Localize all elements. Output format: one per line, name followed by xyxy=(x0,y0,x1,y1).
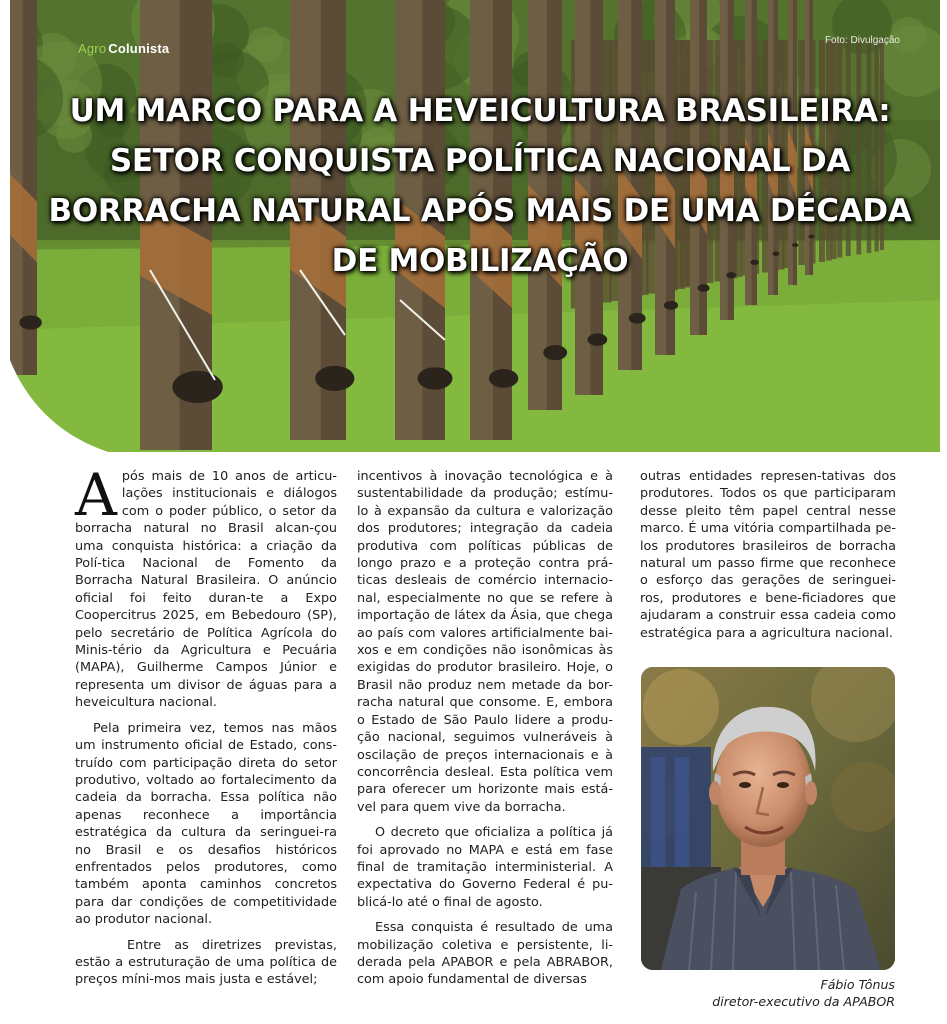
portrait-caption xyxy=(712,976,895,1010)
article-column-1 xyxy=(75,461,337,989)
headline: UM MARCO PARA A HEVEICULTURA BRASILEIRA: SETOR CONQUISTA POLÍTICA NACIONAL DA BORRACHA NATURAL APÓS MAIS DE UMA DÉCADA DE MOBILIZAÇÃO xyxy=(48,93,912,279)
article-column-3 xyxy=(640,468,896,642)
author-portrait xyxy=(641,667,895,970)
author-role: diretor-executivo da APABOR xyxy=(712,994,895,1009)
author-portrait-illustration xyxy=(641,667,895,970)
author-name: Fábio Tônus xyxy=(820,977,895,992)
paragraph-7: outras entidades represen-tativas dos produtores. Todos os que participaram desse pleito têm papel central nesse marco. É uma vitória compartilhada pe-los produtores brasileiros de borracha natural um passo firme que reconhece o esforço das gerações de seringuei-ros, produtores e bene-ficiadores que ajudaram a construir essa cadeia como estratégica para a agricultura nacional. xyxy=(640,469,896,641)
paragraph-2: Pela primeira vez, temos nas mãos um instrumento oficial de Estado, cons-truído com participação direta do setor produtivo, voltado ao fortalecimento da cadeia da borracha. Essa política não apenas reconhece a importância estratégica da cultura da seringuei-ra no Brasil e os desafios históricos enfrentados pelos produtores, como também aponta caminhos concretos para dar condições de competitividade ao produtor nacional. xyxy=(75,720,337,928)
drop-cap: A xyxy=(75,461,117,529)
photo-credit: Foto: Divulgação xyxy=(824,35,900,46)
paragraph-5: O decreto que oficializa a política já foi aprovado no MAPA e está em fase final de tramitação interministerial. A expectativa do Governo Federal é pu-blicá-lo até o final de agosto. xyxy=(357,825,613,910)
section-tag xyxy=(78,41,169,56)
article-column-2 xyxy=(357,468,613,989)
section-label: Colunista xyxy=(108,41,170,56)
section-prefix: Agro xyxy=(78,41,107,56)
paragraph-1-text: pós mais de 10 anos de articu-lações institucionais e diálogos com o poder público, o setor da borracha natural no Brasil alcan-çou uma conquista histórica: a criação da Polí-tica Nacional de Fomento da Borracha Natural Brasileira. O anúncio oficial foi feito duran-te a Expo Coopercitrus 2025, em Bebedouro (SP), pelo secretário de Política Agrícola do Minis-tério da Agricultura e Pecuária (MAPA), Guilherme Campos Júnior e representa um divisor de águas para a heveicultura nacional. xyxy=(75,469,337,711)
paragraph-4: incentivos à inovação tecnológica e à sustentabilidade da produção; estímu-lo à expansão da cultura e valorização dos produtores; integração da cadeia produtiva com políticas públicas de longo prazo e a proteção contra prá-ticas desleais de comércio internacio-nal, especialmente no que se refere à importação de látex da Ásia, que chega ao país com valores artificialmente bai-xos e em condições não isonômicas às exigidas do produtor brasileiro. Hoje, o Brasil não produz nem metade da bor-racha natural que consome. E, embora o Estado de São Paulo lidere a produ-ção nacional, seguimos vulneráveis à oscilação de preços internacionais e à concorrência desleal. Esta política vem para oferecer um horizonte mais está-vel para quem vive da borracha. xyxy=(357,469,613,815)
hero-photo xyxy=(0,0,947,458)
paragraph-3: Entre as diretrizes previstas, estão a estruturação de uma política de preços míni-mos mais justa e estável; xyxy=(75,937,337,988)
paragraph-6: Essa conquista é resultado de uma mobilização coletiva e persistente, li-derada pela APABOR e pela ABRABOR, com apoio fundamental de diversas xyxy=(357,920,613,988)
paragraph-1 xyxy=(75,461,337,712)
